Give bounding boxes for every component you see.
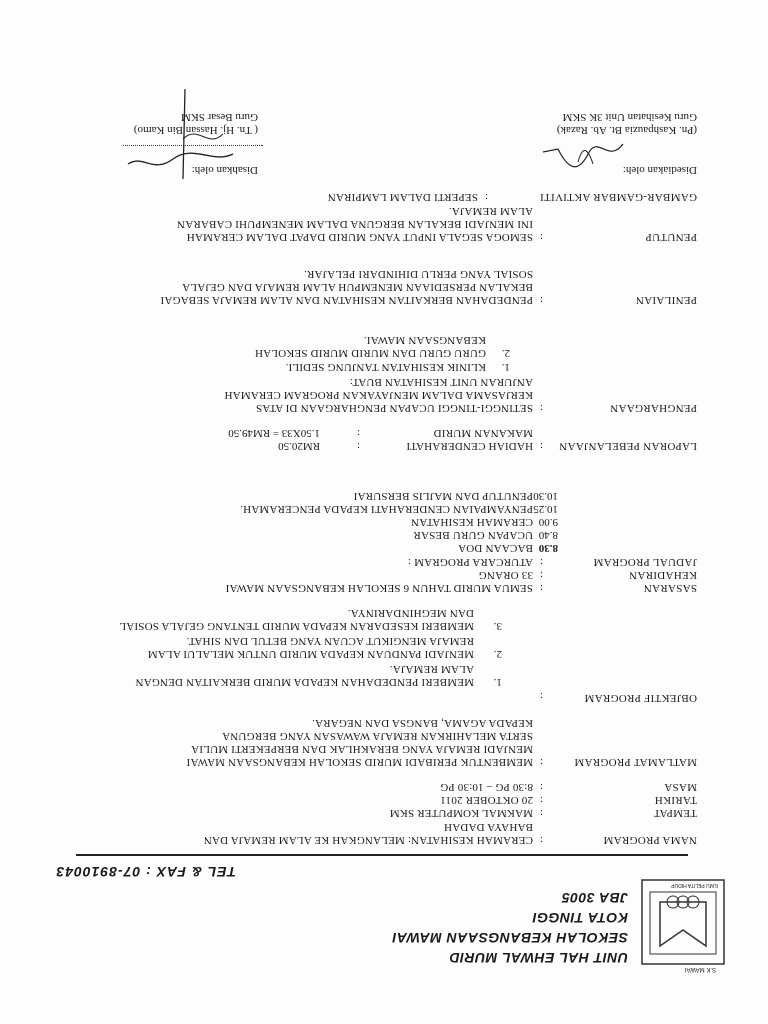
- penghargaan-line-1: SETINGGI-TINGGI UCAPAN PENGHARGAAN DI ATAS: [255, 402, 533, 414]
- jadual-text-2: UCAPAN GURU BESAR: [413, 529, 533, 541]
- value-kehadiran: 33 ORANG: [478, 569, 533, 581]
- jadual-time-1: 8.30: [538, 542, 558, 554]
- objektif-num-2: 2.: [493, 648, 502, 660]
- penghargaan-line-3: ANJURAN UNIT KESIHATAN BUAT:: [349, 376, 533, 388]
- jadual-heading: ATURCARA PROGRAM :: [407, 556, 533, 568]
- value-gambar: SEPERTI DALAM LAMPIRAN: [327, 191, 478, 203]
- laporan-amount-2: 1.50X33 = RM49.50: [228, 427, 320, 439]
- signature-approved: [123, 84, 243, 184]
- jadual-time-2: 8.40: [538, 529, 558, 541]
- sig-approved-name: ( Tn. Hj. Hassan Bin Kamo): [133, 124, 258, 136]
- value-tarikh: 20 OKTOBER 2011: [440, 794, 533, 806]
- logo-text-bottom: ILMU PELITA HIDUP: [671, 882, 718, 888]
- objektif-1-line-2: ALAM REMAJA.: [389, 663, 474, 675]
- sig-prepared-title: Guru Kesihatan Unit 3K SKM: [562, 111, 697, 123]
- logo-text-top: S.K MAWAI: [684, 966, 716, 972]
- objektif-3-line-1: MEMBERI KESEDARAN KEPADA MURID TENTANG GEJALA SOSIAL: [119, 620, 474, 632]
- objektif-num-3: 3.: [493, 620, 502, 632]
- penutup-line-2: INI MENJADI BEKALAN BERGUNA DALAM MENEMPUHI CABARAN: [176, 218, 533, 230]
- sig-prepared-name: (Pn. Kashpauzia Bt. Ab. Razak): [556, 124, 697, 136]
- penilaian-line-1: PENDEDAHAN BERKAITAN KESIHATAN DAN ALAM REMAJA SEBAGAI: [160, 294, 533, 306]
- jadual-text-3: CERAMAH KESIHATAN: [411, 516, 533, 528]
- label-penghargaan: PENGHARGAAN: [609, 402, 697, 414]
- laporan-item-1: HADIAH CENDERAHATI: [406, 440, 533, 452]
- value-nama-program-2: BAHAYA DADAH: [443, 821, 533, 833]
- school-crest-logo: [638, 876, 728, 976]
- objektif-1-line-1: MEMBERI PENDEDAHAN KEPADA MURID BERKAITAN DENGAN: [135, 676, 474, 688]
- town: KOTA TINGGI: [532, 910, 628, 926]
- objektif-2-line-1: MENJADI PANDUAN KEPADA MURID UNTUK MELALUI ALAM: [147, 648, 474, 660]
- sig-approved-caption: Disahkan oleh:: [191, 164, 258, 176]
- objektif-num-1: 1.: [493, 676, 502, 688]
- value-nama-program-1: CERAMAH KESIHATAN: MELANGKAH KE ALAM REMAJA DAN: [203, 834, 533, 846]
- label-tarikh: TARIKH: [654, 794, 697, 806]
- jadual-text-1: BACAAN DOA: [457, 542, 533, 554]
- postcode: JBA 3005: [561, 890, 628, 906]
- penghargaan-line-2: KERJASAMA DALAM MENJAYAKAN PROGRAM CERAMAH: [224, 389, 533, 401]
- penutup-line-3: ALAM REMAJA.: [448, 205, 533, 217]
- jadual-time-4: 10.25: [533, 503, 558, 515]
- penghargaan-item-1: KLINIK KESIHATAN TANJUNG SEDILI.: [285, 361, 486, 373]
- objektif-2-line-2: REMAJA MENGIKUT ACUAN YANG BETUL DAN SIHAT.: [186, 635, 474, 647]
- penghargaan-item-2-line-2: KEBANGSAAN MAWAI.: [363, 334, 486, 346]
- jadual-time-3: 9.00: [538, 516, 558, 528]
- header-divider: [76, 854, 688, 856]
- laporan-item-2: MAKANAN MURID: [433, 427, 533, 439]
- signature-prepared: [538, 124, 628, 174]
- value-matlamat-4: KEPADA AGAMA, BANGSA DAN NEGARA.: [311, 717, 533, 729]
- label-nama-program: NAMA PROGRAM: [603, 834, 697, 846]
- jadual-text-5: PENUTUP DAN MAJLIS BERSURAI: [353, 490, 533, 502]
- label-jadual: JADUAL PROGRAM: [593, 556, 697, 568]
- laporan-amount-1: RM20.50: [278, 440, 320, 452]
- value-sasaran: SEMUA MURID TAHUN 6 SEKOLAH KEBANGSAAN MAWAI: [225, 582, 533, 594]
- value-matlamat-2: MENJADI REMAJA YANG BERAKHLAK DAN BERPEKERTI MULIA: [191, 743, 533, 755]
- value-matlamat-3: SERTA MELAHIRKAN REMAJA WAWASAN YANG BERGUNA: [221, 730, 533, 742]
- tel-fax: TEL & FAX : 07-8910043: [55, 864, 236, 880]
- value-tempat: MAKMAL KOMPUTER SKM: [389, 807, 533, 819]
- label-penilaian: PENILAIAN: [635, 294, 697, 306]
- jadual-text-4: PENYAMPAIAN CENDERAHATI KEPADA PENCERAMAH.: [239, 503, 533, 515]
- penilaian-line-2: BEKALAN PERSEDIAAN MENEMPUH ALAM REMAJA DAN GEJALA: [181, 281, 533, 293]
- value-matlamat-1: MEMBENTUK PERIBADI MURID SEKOLAH KEBANGSAAN MAWAI: [186, 756, 533, 768]
- jadual-time-5: 10.30: [533, 490, 558, 502]
- penghargaan-num-2: 2.: [501, 347, 510, 359]
- label-sasaran: SASARAN: [643, 582, 697, 594]
- sig-approved-title: Guru Besar SKM: [181, 111, 258, 123]
- document-page: S.K MAWAI ILMU PELITA HIDUP UNIT HAL EHWAL MURID SEKOLAH KEBANGSAAN MAWAI KOTA TINGGI JBA 3005 TEL & FAX : 07-8910043 NAMA PROGRAM : CERAMAH KESIHATAN: MELANGKAH KE ALAM REMAJA DAN BAHAYA DADAH TEMPAT : MAKMAL KOMPUTER SKM TARIKH : 20 OKTOBER 2011 MASA : 8:30 PG – 10:30 PG MATLAMAT PROGRAM : MEMBENTUK PERIBADI MURID SEKOLAH KEBANGSAAN MAWAI MENJADI REMAJA YANG BERAKHLAK DAN BERPEKERTI MULIA SERTA MELAHIRKAN REMAJA WAWASAN YANG BERGUNA KEPADA AGAMA, BANGSA DAN NEGARA. OBJEKTIF PROGRAM : 1. MEMBERI PENDEDAHAN KEPADA MURID BERKAITAN DENGAN ALAM REMAJA. 2. MENJADI PANDUAN KEPADA MURID UNTUK MELALUI ALAM REMAJA MENGIKUT ACUAN YANG BETUL DAN SIHAT. 3. MEMBERI KESEDARAN KEPADA MURID TENTANG GEJALA SOSIAL DAN MEGHINDARINYA. SASARAN : SEMUA MURID TAHUN 6 SEKOLAH KEBANGSAAN MAWAI KEHADIRAN : 33 ORANG JADUAL PROGRAM : ATURCARA PROGRAM : 8.30 BACAAN DOA 8.40 UCAPAN GURU BESAR 9.00 CERAMAH KESIHATAN 10.25 PENYAMPAIAN CENDERAHATI KEPADA PENCERAMAH. 10.30 PENUTUP DAN MAJLIS BERSURAI LAPORAN PEBELANJAAN : HADIAH CENDERAHATI : RM20.50 MAKANAN MURID : 1.50X33 = RM49.50 PENGHARGAAN : SETINGGI-TINGGI UCAPAN PENGHARGAAN DI ATAS KERJASAMA DALAM MENJAYAKAN PROGRAM CERAMAH ANJURAN UNIT KESIHATAN BUAT: 1. KLINIK KESIHATAN TANJUNG SEDILI. 2. GURU GURU DAN MURID MURID SEKOLAH KEBANGSAAN MAWAI. PENILAIAN : PENDEDAHAN BERKAITAN KESIHATAN DAN ALAM REMAJA SEBAGAI BEKALAN PERSEDIAAN MENEMPUH ALAM REMAJA DAN GEJALA SOSIAL YANG PERLU DIHINDARI PELAJAR. PENUTUP : SEMOGA SEGALA INPUT YANG MURID DAPAT DALAM CERAMAH INI MENJADI BEKALAN BERGUNA DALAM MENEMPUHI CABARAN ALAM REMAJA. GAMBAR-GAMBAR AKTIVITI : SEPERTI DALAM LAMPIRAN Disediakan oleh: (Pn. Kashpauzia Bt. Ab. Razak) Guru Kesihatan Unit 3K SKM Disahkan oleh: ( Tn. Hj. Hassan Bin Kamo) Guru Besar SKM: [0, 0, 768, 1024]
- penghargaan-num-1: 1.: [501, 361, 510, 373]
- label-laporan: LAPORAN PEBELANJAAN: [558, 440, 697, 452]
- label-masa: MASA: [664, 781, 697, 793]
- penghargaan-item-2-line-1: GURU GURU DAN MURID MURID SEKOLAH: [254, 347, 486, 359]
- penilaian-line-3: SOSIAL YANG PERLU DIHINDARI PELAJAR.: [303, 268, 533, 280]
- laporan-colon-2: :: [356, 427, 360, 439]
- objektif-3-line-2: DAN MEGHINDARINYA.: [347, 607, 474, 619]
- value-masa: 8:30 PG – 10:30 PG: [440, 781, 533, 793]
- label-gambar: GAMBAR-GAMBAR AKTIVITI: [539, 191, 697, 203]
- penutup-line-1: SEMOGA SEGALA INPUT YANG MURID DAPAT DALAM CERAMAH: [186, 231, 533, 243]
- label-kehadiran: KEHADIRAN: [628, 569, 697, 581]
- laporan-colon-1: :: [356, 440, 360, 452]
- label-matlamat: MATLAMAT PROGRAM: [574, 756, 697, 768]
- sig-prepared-caption: Disediakan oleh:: [622, 164, 697, 176]
- school-unit-title: UNIT HAL EHWAL MURID: [448, 950, 628, 966]
- school-name: SEKOLAH KEBANGSAAN MAWAI: [391, 930, 628, 946]
- label-objektif: OBJEKTIF PROGRAM: [584, 692, 697, 704]
- label-tempat: TEMPAT: [653, 807, 697, 819]
- label-penutup: PENUTUP: [645, 231, 697, 243]
